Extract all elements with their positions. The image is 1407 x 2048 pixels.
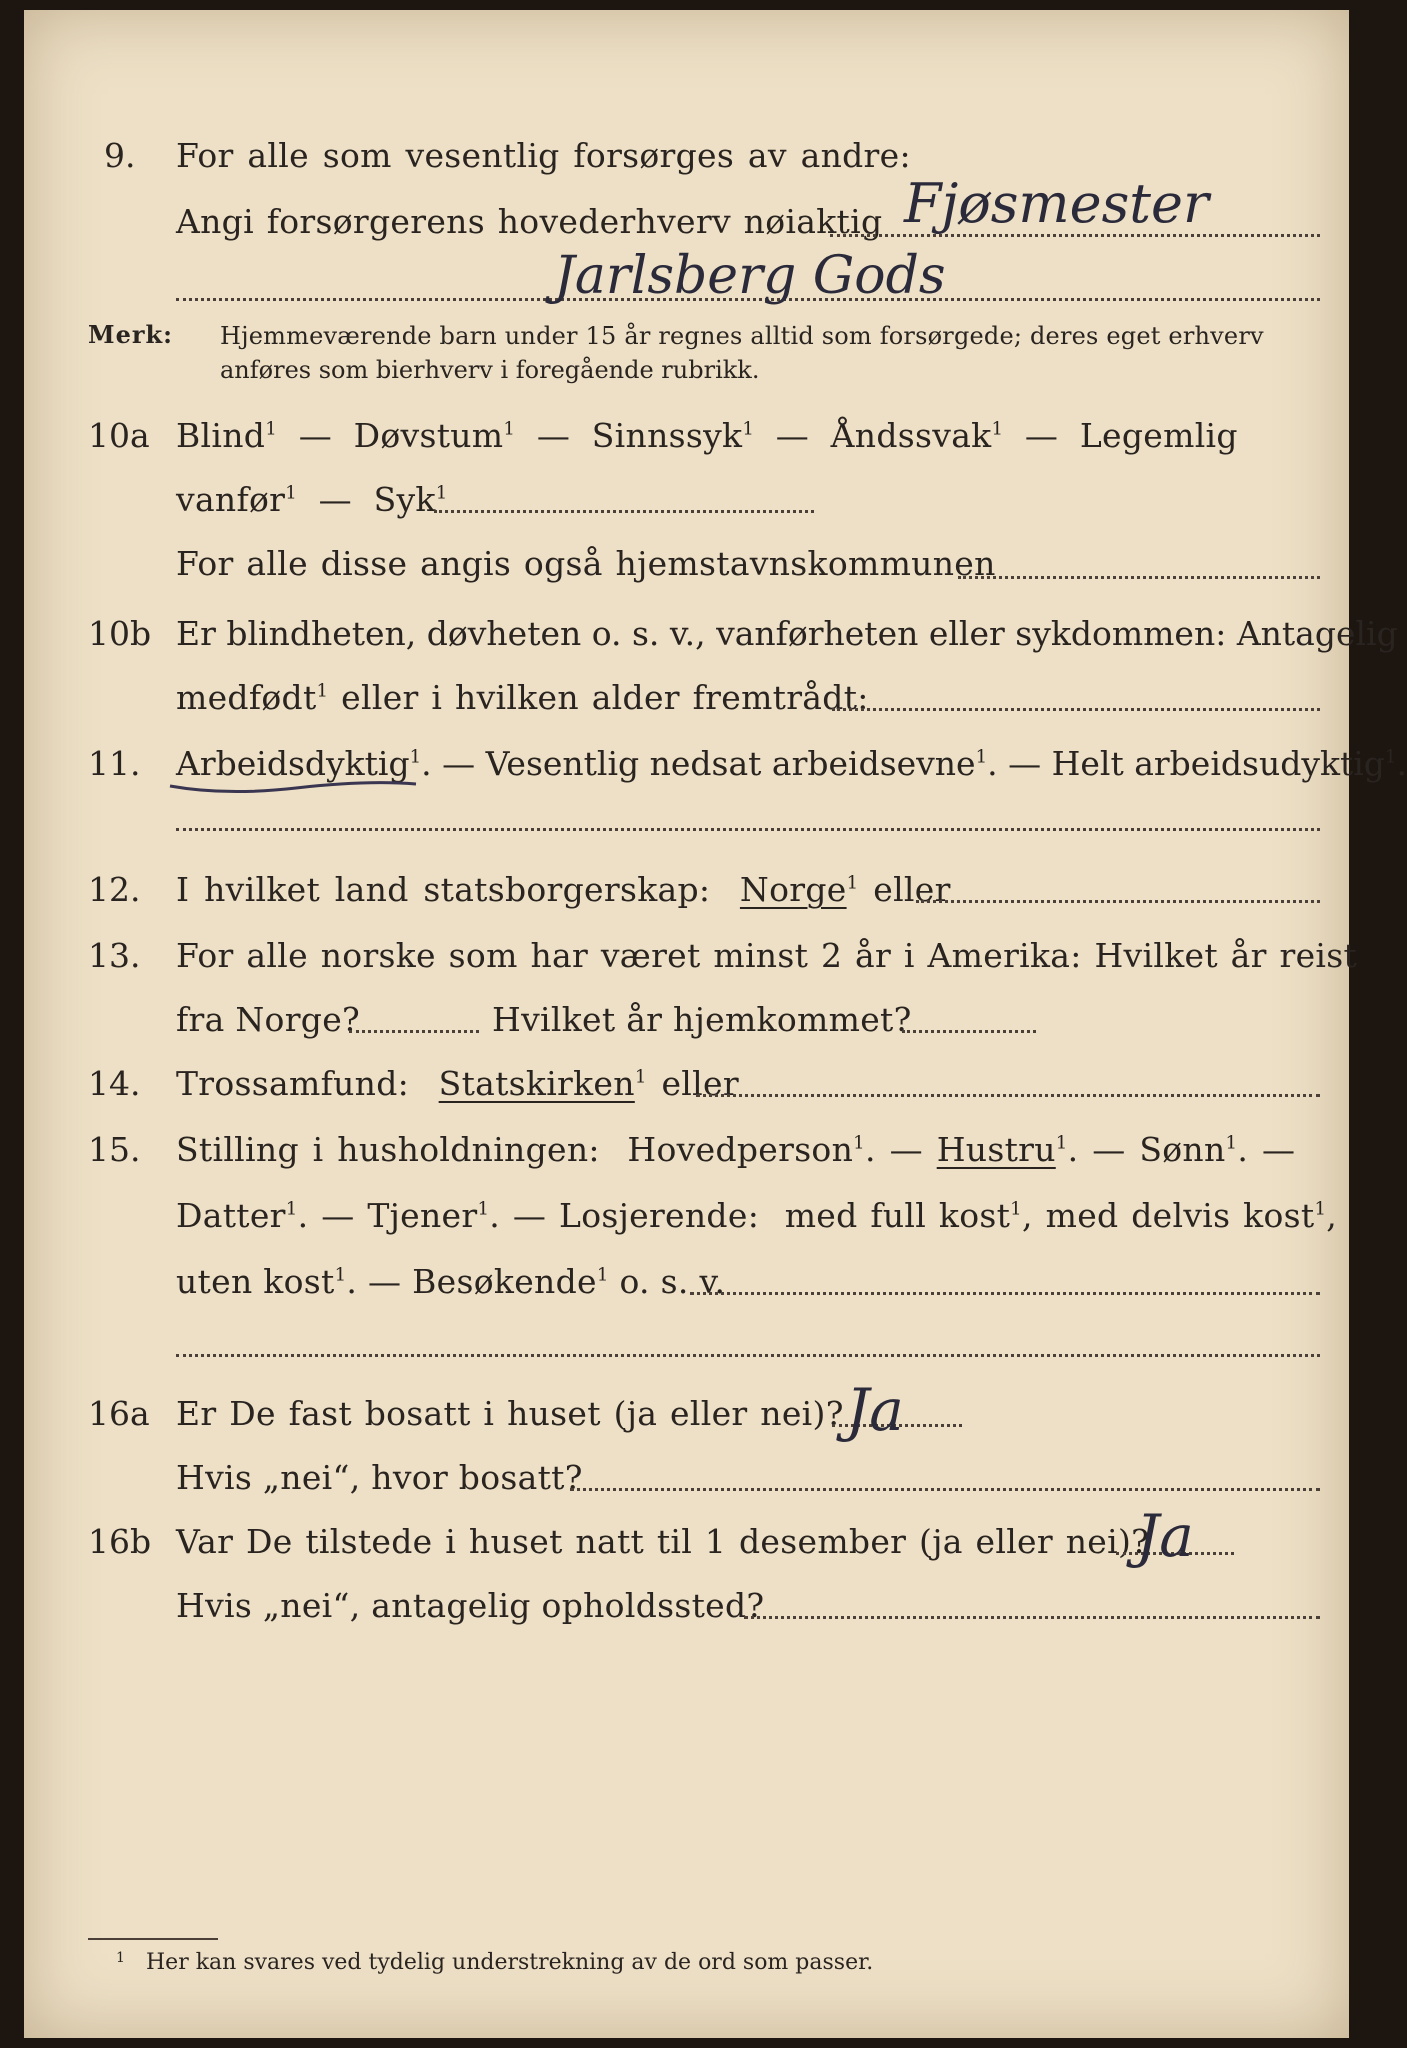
q15-tjener: Tjener	[367, 1196, 478, 1235]
footnote-ref: 1	[1384, 746, 1397, 768]
q10b-line2	[176, 678, 869, 717]
footnote-ref: 1	[503, 418, 516, 440]
q16a-line1: Er De fast bosatt i huset (ja eller nei)?	[176, 1394, 844, 1433]
q15-sonn: Sønn	[1139, 1130, 1226, 1169]
q12-answer-line	[916, 900, 1320, 903]
q14-eller: eller	[661, 1064, 739, 1103]
footnote-ref: 1	[435, 482, 448, 504]
q15-answer-line2	[176, 1354, 1320, 1357]
dash: —	[368, 1262, 402, 1301]
footnote-ref: 1	[265, 418, 278, 440]
q16b-number: 16b	[88, 1522, 152, 1561]
q15-number: 15.	[88, 1130, 141, 1169]
q10a-number: 10a	[88, 416, 150, 455]
footnote-ref: 1	[316, 680, 329, 702]
q9-line2: Angi forsørgerens hovederhverv nøiaktig	[176, 202, 883, 241]
q15-stilling: Stilling i husholdningen:	[176, 1130, 600, 1169]
footnote-text: Her kan svares ved tydelig understrekning av de ord som passer.	[146, 1950, 874, 1975]
q10b-number: 10b	[88, 614, 152, 653]
footnote-ref: 1	[846, 872, 859, 894]
dash: —	[1092, 1130, 1126, 1169]
q11-answer-line	[176, 828, 1320, 831]
q13-number: 13.	[88, 936, 141, 975]
footnote-rule	[88, 1938, 218, 1940]
q15-delvis-kost: med delvis kost	[1045, 1196, 1315, 1235]
q14-answer-line	[696, 1094, 1320, 1097]
q12-number: 12.	[88, 870, 141, 909]
footnote-ref: 1	[285, 1198, 298, 1220]
dash: —	[321, 1196, 355, 1235]
footnote-ref: 1	[975, 746, 988, 768]
q15-besokende: Besøkende	[412, 1262, 597, 1301]
dash: —	[1261, 1130, 1296, 1169]
q15-osv: o. s. v.	[619, 1262, 726, 1301]
q14-number: 14.	[88, 1064, 141, 1103]
merk-line1: Hjemmeværende barn under 15 år regnes alltid som forsørgede; deres eget erhverv	[220, 322, 1264, 350]
footnote-ref: 1	[477, 1198, 490, 1220]
q15-line3: uten kost$^1$. — Besøkende$^1$ o. s. v.	[176, 1262, 726, 1301]
q16b-handwritten-answer: Ja	[1136, 1502, 1194, 1570]
q15-answer-line	[690, 1292, 1320, 1295]
footnote-ref: 1	[853, 1132, 865, 1154]
q14-text: Trossamfund:	[176, 1064, 410, 1103]
dash: —	[298, 416, 332, 455]
q10a-hjemstavn-line	[958, 576, 1320, 579]
q11-handwritten-underline	[166, 766, 426, 796]
q10a-blind: Blind	[176, 416, 266, 455]
q10a-syk: Syk	[373, 480, 436, 519]
dash: —	[318, 480, 352, 519]
q13-hjemkommet: Hvilket år hjemkommet?	[492, 1000, 912, 1039]
q10b-line1: Er blindheten, døvheten o. s. v., vanførheten eller sykdommen: Antagelig	[176, 614, 1398, 653]
footnote-ref: 1	[334, 1264, 347, 1286]
footnote-mark: 1	[116, 1950, 125, 1966]
q15-losjerende: Losjerende:	[559, 1196, 760, 1235]
footnote-ref: 1	[742, 418, 755, 440]
q13-line1: For alle norske som har været minst 2 år i Amerika: Hvilket år reist	[176, 936, 1358, 975]
q15-datter: Datter	[176, 1196, 286, 1235]
footnote-ref: 1	[285, 482, 298, 504]
q12-norge: Norge	[739, 870, 847, 909]
q11-udyktig: Helt arbeidsudyktig	[1051, 744, 1385, 783]
q15-hustru: Hustru	[936, 1130, 1056, 1169]
footnote-ref: 1	[1010, 1198, 1023, 1220]
footnote-ref: 1	[1225, 1132, 1238, 1154]
q10a-line2	[176, 480, 448, 519]
footnote-ref: 1	[634, 1066, 647, 1088]
q16a-line2: Hvis „nei“, hvor bosatt?	[176, 1458, 583, 1497]
dash: —	[1008, 744, 1042, 783]
q11-arbeidsdyktig: Arbeidsdyktig	[176, 744, 410, 783]
q9-line1: For alle som vesentlig forsørges av andre:	[176, 136, 911, 175]
q15-line2: Datter$^1$. — Tjener$^1$. — Losjerende: med full kost$^1$, med delvis kost$^1$,	[176, 1196, 1338, 1235]
q13-reist-line	[349, 1030, 479, 1033]
q9-handwritten-answer1: Fjøsmester	[904, 172, 1209, 235]
q10b-line2-rest: eller i hvilken alder fremtrådt:	[341, 678, 869, 717]
q12-eller: eller	[873, 870, 951, 909]
census-form-page	[24, 10, 1407, 2038]
q9-number: 9.	[104, 136, 136, 175]
q15-full-kost: med full kost	[784, 1196, 1011, 1235]
q16a-number: 16a	[88, 1394, 150, 1433]
q11-line: Arbeidsdyktig$^1$. — Vesentlig nedsat arbeidsevne$^1$. — Helt arbeidsudyktig$^1$.	[176, 744, 1407, 783]
q16b-line1: Var De tilstede i huset natt til 1 desember (ja eller nei)?	[176, 1522, 1150, 1561]
q10a-andssvak: Åndssvak	[830, 416, 992, 455]
dash: —	[1024, 416, 1059, 455]
q15-line1: Stilling i husholdningen: Hovedperson$^1$. — Hustru$^1$. — Sønn$^1$. —	[176, 1130, 1296, 1169]
q14-line	[176, 1064, 739, 1103]
dash: —	[889, 1130, 923, 1169]
q12-text: I hvilket land statsborgerskap:	[176, 870, 711, 909]
q13-hjemkommet-line	[902, 1030, 1036, 1033]
q14-statskirken: Statskirken	[438, 1064, 635, 1103]
footnote-ref: 1	[1314, 1198, 1327, 1220]
q12-line	[176, 870, 951, 909]
q16b-opholdssted-line	[744, 1616, 1320, 1619]
q10a-syk-line	[434, 510, 814, 513]
dash: —	[442, 744, 476, 783]
dash: —	[775, 416, 810, 455]
q10a-dovstum: Døvstum	[353, 416, 504, 455]
q10a-legemlig: Legemlig	[1079, 416, 1238, 455]
dash: —	[512, 1196, 547, 1235]
q10a-line1	[176, 416, 1238, 455]
footnote-ref: 1	[596, 1264, 609, 1286]
q15-hovedperson: Hovedperson	[627, 1130, 854, 1169]
q15-uten-kost: uten kost	[176, 1262, 335, 1301]
merk-label: Merk:	[88, 320, 173, 349]
footnote-ref: 1	[1055, 1132, 1068, 1154]
q16b-line2: Hvis „nei“, antagelig opholdssted?	[176, 1586, 765, 1625]
footnote-ref: 1	[409, 746, 422, 768]
q9-handwritten-answer2: Jarlsberg Gods	[554, 246, 946, 306]
q10b-medfodt: medfødt	[176, 678, 317, 717]
q11-number: 11.	[88, 744, 141, 783]
q10b-answer-line	[832, 708, 1320, 711]
q11-nedsat: Vesentlig nedsat arbeidsevne	[485, 744, 976, 783]
q10a-line3: For alle disse angis også hjemstavnskommunen	[176, 544, 996, 583]
q16a-handwritten-answer: Ja	[846, 1376, 904, 1444]
q16a-bosatt-line	[570, 1488, 1320, 1491]
q10a-sinnssyk: Sinnssyk	[591, 416, 743, 455]
merk-line2: anføres som bierhverv i foregående rubrikk.	[220, 356, 760, 384]
q10a-vanfor: vanfør	[176, 480, 286, 519]
q13-fra-norge: fra Norge?	[176, 1000, 361, 1039]
footnote-ref: 1	[991, 418, 1004, 440]
dash: —	[536, 416, 571, 455]
